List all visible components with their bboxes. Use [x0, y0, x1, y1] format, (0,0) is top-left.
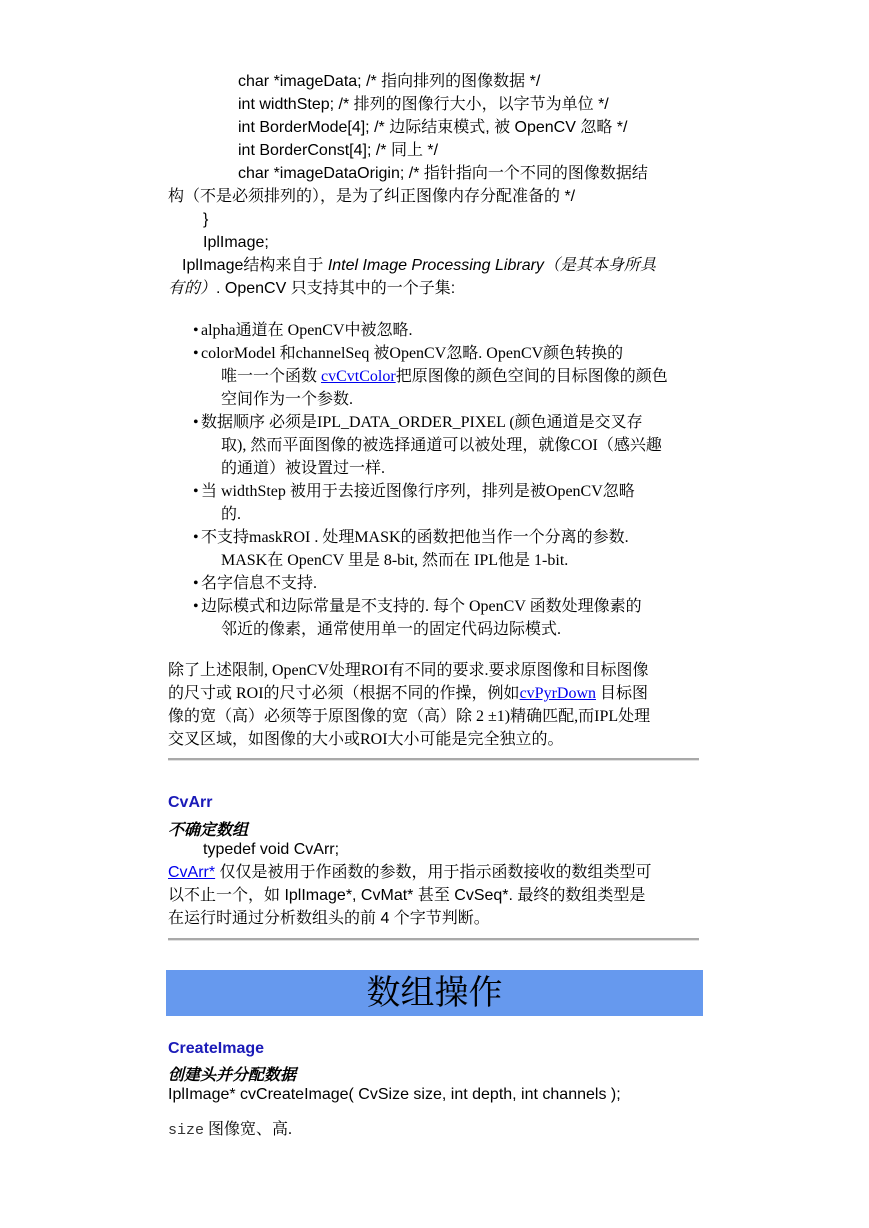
createimage-signature: IplImage* cvCreateImage( CvSize size, int depth, int channels );: [168, 1086, 621, 1103]
list-item-cont: MASK在 OpenCV 里是 8-bit, 然而在 IPL他是 1-bit.: [221, 552, 569, 569]
cvarr-heading[interactable]: CvArr: [168, 794, 213, 811]
struct-field-imagedata: char *imageData; /* 指向排列的图像数据 */: [238, 73, 541, 90]
createimage-subtitle: 创建头并分配数据: [168, 1067, 297, 1084]
list-item-cont: 的通道）被设置过一样.: [221, 460, 386, 477]
list-item: • 名字信息不支持.: [193, 575, 318, 592]
roi-paragraph-line: 像的宽（高）必须等于原图像的宽（高）除 2 ±1)精确匹配,而IPL处理: [168, 708, 651, 725]
cvarr-desc-line: 以不止一个，如 IplImage*, CvMat* 甚至 CvSeq*. 最终的数组类型是: [168, 887, 646, 904]
section-banner: 数组操作: [166, 970, 703, 1016]
list-item: • 边际模式和边际常量是不支持的. 每个 OpenCV 函数处理像素的: [193, 598, 642, 615]
cvarr-typedef: typedef void CvArr;: [203, 841, 340, 858]
list-item: • colorModel 和channelSeq 被OpenCV忽略. OpenCV颜色转换的: [193, 345, 624, 362]
list-item: • 当 widthStep 被用于去接近图像行序列，排列是被OpenCV忽略: [193, 483, 635, 500]
intro-line-2: 有的）. OpenCV 只支持其中的一个子集:: [168, 280, 456, 297]
horizontal-rule: [168, 938, 699, 941]
list-item-cont: 唯一一个函数 cvCvtColor把原图像的颜色空间的目标图像的颜色: [221, 368, 668, 385]
struct-field-imagedataorigin: char *imageDataOrigin; /* 指针指向一个不同的图像数据结: [238, 165, 648, 182]
cvarr-desc-line: 在运行时通过分析数组头的前 4 个字节判断。: [168, 910, 490, 927]
horizontal-rule: [168, 758, 699, 761]
createimage-heading[interactable]: CreateImage: [168, 1040, 265, 1057]
list-item-cont: 邻近的像素，通常使用单一的固定代码边际模式.: [221, 621, 562, 638]
list-item: • alpha通道在 OpenCV中被忽略.: [193, 322, 413, 339]
list-item-cont: 取), 然而平面图像的被选择通道可以被处理，就像COI（感兴趣: [221, 437, 662, 454]
struct-name: IplImage;: [203, 234, 269, 251]
struct-close-brace: }: [203, 211, 209, 228]
struct-field-imagedataorigin-cont: 构（不是必须排列的），是为了纠正图像内存分配准备的 */: [168, 188, 576, 205]
list-item: • 不支持maskROI . 处理MASK的函数把他当作一个分离的参数.: [193, 529, 629, 546]
struct-field-widthstep: int widthStep; /* 排列的图像行大小，以字节为单位 */: [238, 96, 609, 113]
list-item: • 数据顺序 必须是IPL_DATA_ORDER_PIXEL (颜色通道是交叉存: [193, 414, 643, 431]
cvarr-link[interactable]: CvArr*: [168, 864, 216, 881]
cvpyrdown-link[interactable]: cvPyrDown: [519, 685, 596, 702]
cvarr-subtitle: 不确定数组: [168, 822, 249, 839]
list-item-cont: 空间作为一个参数.: [221, 391, 354, 408]
struct-field-borderconst: int BorderConst[4]; /* 同上 */: [238, 142, 439, 159]
param-name: size: [168, 1122, 205, 1139]
cvarr-desc-line: CvArr* 仅仅是被用于作函数的参数，用于指示函数接收的数组类型可: [168, 864, 652, 881]
param-size: [168, 1118, 292, 1142]
cvcvtcolor-link[interactable]: cvCvtColor: [321, 368, 396, 385]
list-item-cont: 的.: [221, 506, 242, 523]
intro-line-1: IplImage结构来自于 Intel Image Processing Library（是其本身所具: [182, 257, 656, 274]
roi-paragraph-line: 除了上述限制, OpenCV处理ROI有不同的要求.要求原图像和目标图像: [168, 662, 649, 679]
roi-paragraph-line: 交叉区域，如图像的大小或ROI大小可能是完全独立的。: [168, 731, 564, 748]
struct-field-bordermode: int BorderMode[4]; /* 边际结束模式, 被 OpenCV 忽略 */: [238, 119, 628, 136]
param-desc: 图像宽、高.: [204, 1121, 293, 1138]
roi-paragraph-line: 的尺寸或 ROI的尺寸必须（根据不同的作操，例如cvPyrDown 目标图: [168, 685, 649, 702]
